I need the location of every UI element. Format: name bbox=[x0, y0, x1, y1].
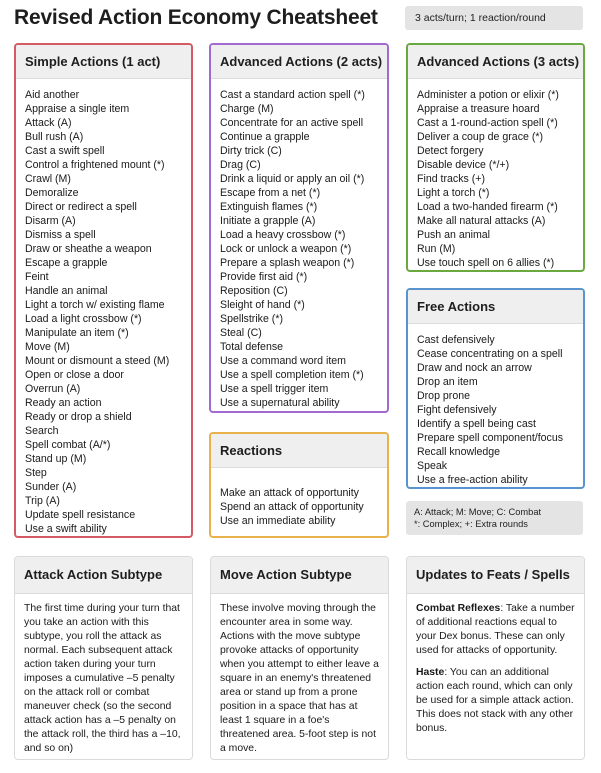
list-item: Aid another bbox=[25, 89, 80, 101]
list-item: Direct or redirect a spell bbox=[25, 201, 137, 213]
list-item: Dismiss a spell bbox=[25, 229, 96, 241]
reactions-list bbox=[211, 468, 387, 528]
list-item: Light a torch w/ existing flame bbox=[25, 299, 165, 311]
list-item: Update spell resistance bbox=[25, 509, 136, 521]
free-actions-list bbox=[408, 324, 583, 487]
list-item: Cast a standard action spell (*) bbox=[220, 89, 365, 101]
list-item: Cast defensively bbox=[417, 334, 495, 346]
list-item: Fight defensively bbox=[417, 404, 497, 416]
list-item: Extinguish flames (*) bbox=[220, 201, 318, 213]
page-title: Revised Action Economy Cheatsheet bbox=[14, 6, 378, 29]
list-item: Use a supernatural ability bbox=[220, 397, 340, 409]
list-item: Overrun (A) bbox=[25, 383, 81, 395]
move-subtype-title: Move Action Subtype bbox=[211, 557, 388, 594]
list-item: Reposition (C) bbox=[220, 285, 288, 297]
list-item: Use an immediate ability bbox=[220, 515, 336, 527]
advanced-2-actions-panel bbox=[209, 43, 389, 413]
list-item: Mount or dismount a steed (M) bbox=[25, 355, 170, 367]
list-item: Drop prone bbox=[417, 390, 470, 402]
legend-line-1: A: Attack; M: Move; C: Combat bbox=[414, 507, 542, 517]
list-item: Use a spell completion item (*) bbox=[220, 369, 364, 381]
list-item: Use a command word item bbox=[220, 355, 346, 367]
list-item: Charge (M) bbox=[220, 103, 274, 115]
list-item: Make an attack of opportunity bbox=[220, 487, 359, 499]
list-item: Disable device (*/+) bbox=[417, 159, 510, 171]
list-item: Detect forgery bbox=[417, 145, 484, 157]
abbreviation-legend bbox=[406, 501, 583, 535]
attack-subtype-panel bbox=[14, 556, 193, 760]
list-item: Initiate a grapple (A) bbox=[220, 215, 316, 227]
list-item: Appraise a treasure hoard bbox=[417, 103, 540, 115]
advanced-3-actions-list bbox=[408, 79, 583, 270]
list-item: Appraise a single item bbox=[25, 103, 130, 115]
combat-reflexes-note bbox=[416, 602, 575, 658]
haste-note bbox=[416, 666, 575, 736]
list-item: Drink a liquid or apply an oil (*) bbox=[220, 173, 365, 185]
list-item: Load a two-handed firearm (*) bbox=[417, 201, 558, 213]
list-item: Spend an attack of opportunity bbox=[220, 501, 364, 513]
list-item: Use a swift ability bbox=[25, 523, 107, 535]
list-item: Make all natural attacks (A) bbox=[417, 215, 546, 227]
list-item: Attack (A) bbox=[25, 117, 72, 129]
list-item: Trip (A) bbox=[25, 495, 60, 507]
attack-subtype-text: The first time during your turn that you take an action with this subtype, you roll the attack as normal. Each subsequent attack action taken during your turn imposes a cumulative –5 penalty on the attack roll or combat maneuver check (so the second attack action has a –5 penalty on the attack roll, the third has a –10, and so on) bbox=[24, 603, 181, 754]
list-item: Load a heavy crossbow (*) bbox=[220, 229, 346, 241]
list-item: Concentrate for an active spell bbox=[220, 117, 364, 129]
list-item: Find tracks (+) bbox=[417, 173, 485, 185]
list-item: Manipulate an item (*) bbox=[25, 327, 129, 339]
advanced-3-actions-title: Advanced Actions (3 acts) bbox=[408, 45, 583, 79]
list-item: Sleight of hand (*) bbox=[220, 299, 305, 311]
list-item: Cast a swift spell bbox=[25, 145, 105, 157]
list-item: Sunder (A) bbox=[25, 481, 77, 493]
simple-actions-list bbox=[16, 79, 191, 536]
list-item: Disarm (A) bbox=[25, 215, 76, 227]
list-item: Cast a 1-round-action spell (*) bbox=[417, 117, 558, 129]
list-item: Demoralize bbox=[25, 187, 79, 199]
list-item: Feint bbox=[25, 271, 49, 283]
list-item: Handle an animal bbox=[25, 285, 108, 297]
turn-summary-badge: 3 acts/turn; 1 reaction/round bbox=[405, 6, 583, 30]
haste-label: Haste bbox=[416, 667, 445, 678]
list-item: Load a light crossbow (*) bbox=[25, 313, 142, 325]
simple-actions-panel bbox=[14, 43, 193, 538]
advanced-2-actions-list bbox=[211, 79, 387, 410]
list-item: Run (M) bbox=[417, 243, 456, 255]
list-item: Drop an item bbox=[417, 376, 478, 388]
advanced-3-actions-panel bbox=[406, 43, 585, 272]
list-item: Deliver a coup de grace (*) bbox=[417, 131, 544, 143]
free-actions-panel bbox=[406, 288, 585, 489]
list-item: Total defense bbox=[220, 341, 284, 353]
list-item: Provide first aid (*) bbox=[220, 271, 308, 283]
list-item: Continue a grapple bbox=[220, 131, 310, 143]
list-item: Push an animal bbox=[417, 229, 491, 241]
list-item: Cease concentrating on a spell bbox=[417, 348, 563, 360]
list-item: Prepare spell component/focus bbox=[417, 432, 564, 444]
list-item: Lock or unlock a weapon (*) bbox=[220, 243, 352, 255]
advanced-2-actions-title: Advanced Actions (2 acts) bbox=[211, 45, 387, 79]
legend-line-2: *: Complex; +: Extra rounds bbox=[414, 519, 528, 529]
list-item: Escape a grapple bbox=[25, 257, 108, 269]
list-item: Use a spell trigger item bbox=[220, 383, 329, 395]
list-item: Search bbox=[25, 425, 59, 437]
reactions-panel bbox=[209, 432, 389, 538]
list-item: Light a torch (*) bbox=[417, 187, 490, 199]
reactions-title: Reactions bbox=[211, 434, 387, 468]
updates-title: Updates to Feats / Spells bbox=[407, 557, 584, 594]
combat-reflexes-label: Combat Reflexes bbox=[416, 603, 501, 614]
list-item: Identify a spell being cast bbox=[417, 418, 536, 430]
updates-panel bbox=[406, 556, 585, 760]
combat-reflexes-text: : Take a number of additional reactions equal to your Dex bonus. These can only used for attacks of opportunity. bbox=[416, 603, 575, 656]
list-item: Prepare a splash weapon (*) bbox=[220, 257, 355, 269]
list-item: Ready or drop a shield bbox=[25, 411, 132, 423]
haste-text: : You can an additional action each round, which can only be used for a simple attack action. This does not stack with any other bonus. bbox=[416, 667, 574, 734]
list-item: Bull rush (A) bbox=[25, 131, 84, 143]
list-item: Open or close a door bbox=[25, 369, 124, 381]
move-subtype-panel bbox=[210, 556, 389, 760]
list-item: Recall knowledge bbox=[417, 446, 501, 458]
free-actions-title: Free Actions bbox=[408, 290, 583, 324]
list-item: Step bbox=[25, 467, 47, 479]
list-item: Spell combat (A/*) bbox=[25, 439, 111, 451]
list-item: Move (M) bbox=[25, 341, 70, 353]
list-item: Speak bbox=[417, 460, 448, 472]
list-item: Dirty trick (C) bbox=[220, 145, 282, 157]
list-item: Steal (C) bbox=[220, 327, 262, 339]
list-item: Escape from a net (*) bbox=[220, 187, 321, 199]
move-subtype-text: These involve moving through the encounter area in some way. Actions with the move subtype provoke attacks of opportunity when you attempt to either leave a square in an enemy's threatened area or stand up from a prone position in a space that has at least 1 square in a foe's threatened area. 5-foot step is not a move. bbox=[220, 603, 379, 754]
list-item: Use a free-action ability bbox=[417, 474, 528, 486]
list-item: Ready an action bbox=[25, 397, 102, 409]
simple-actions-title: Simple Actions (1 act) bbox=[16, 45, 191, 79]
list-item: Spellstrike (*) bbox=[220, 313, 283, 325]
list-item: Draw or sheathe a weapon bbox=[25, 243, 152, 255]
list-item: Administer a potion or elixir (*) bbox=[417, 89, 559, 101]
list-item: Drag (C) bbox=[220, 159, 261, 171]
list-item: Crawl (M) bbox=[25, 173, 71, 185]
attack-subtype-title: Attack Action Subtype bbox=[15, 557, 192, 594]
list-item: Draw and nock an arrow bbox=[417, 362, 532, 374]
list-item: Stand up (M) bbox=[25, 453, 87, 465]
list-item: Use touch spell on 6 allies (*) bbox=[417, 257, 555, 269]
list-item: Control a frightened mount (*) bbox=[25, 159, 165, 171]
